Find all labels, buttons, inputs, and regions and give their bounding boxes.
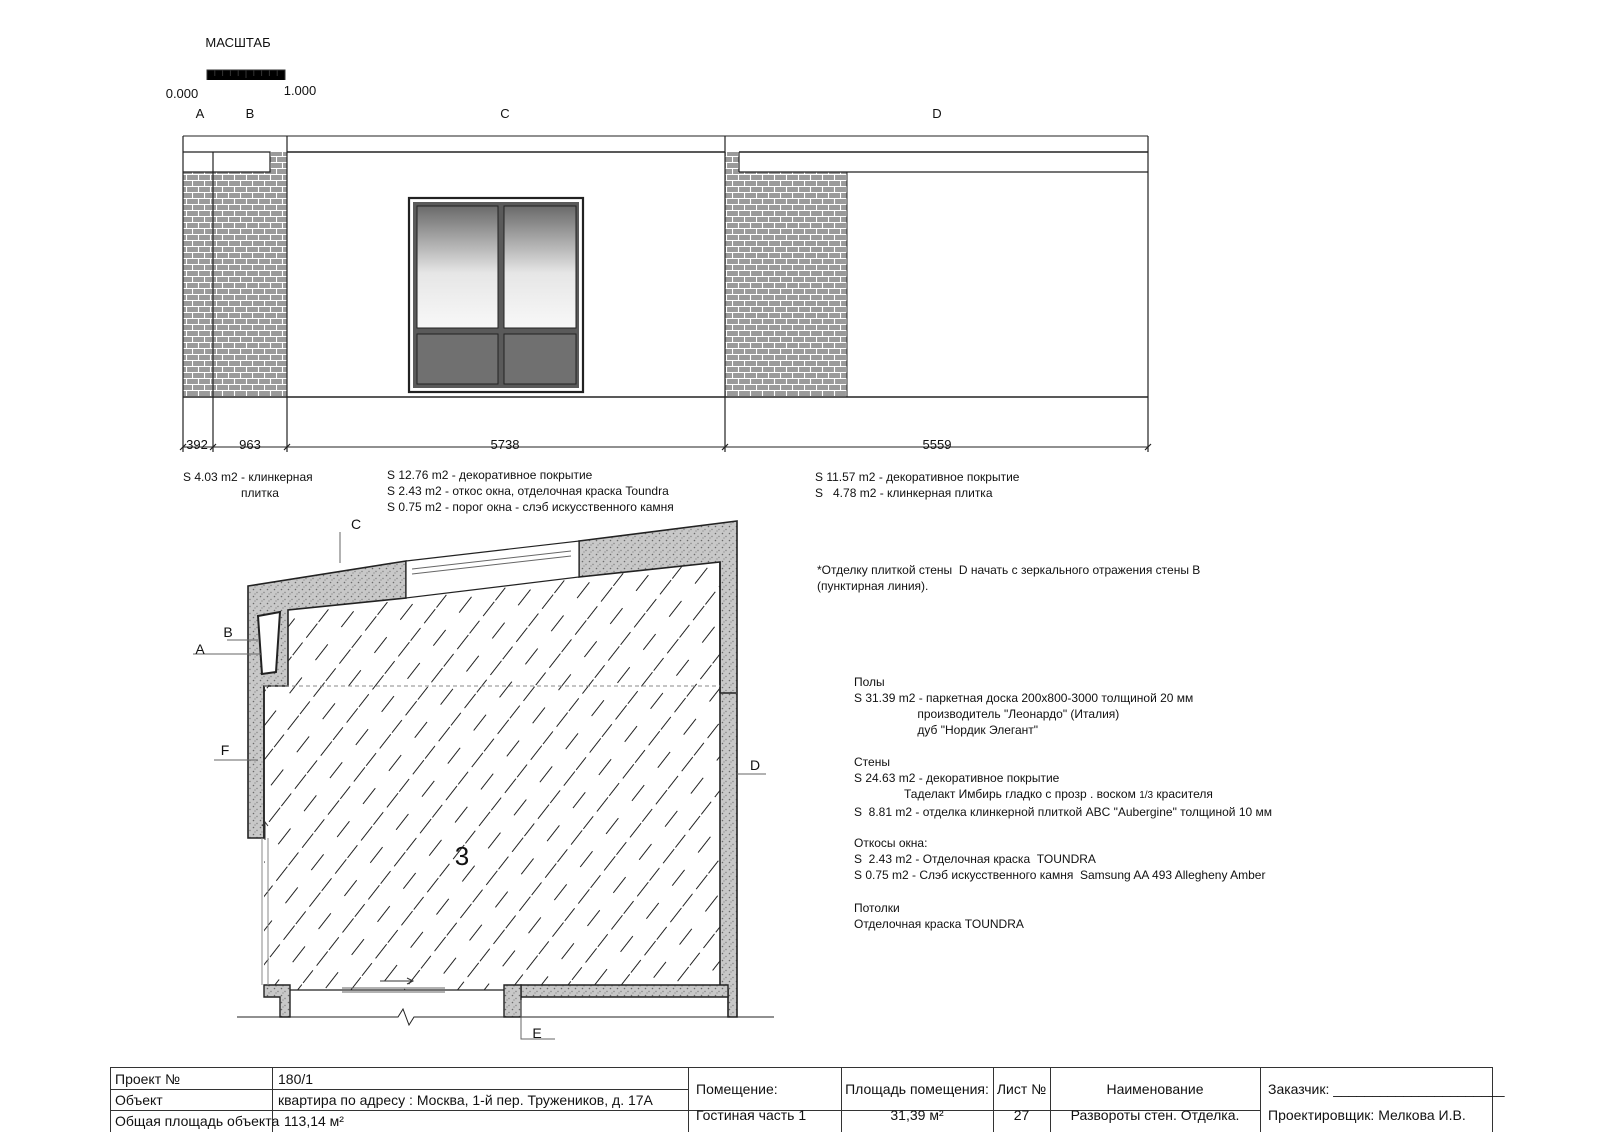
spec-ceilings-line: Потолки: [854, 901, 900, 915]
wall-letter-c: C: [500, 106, 510, 121]
wall-pier-bottom: [504, 985, 521, 1017]
designer-label: Проектировщик: Мелкова И.В.: [1268, 1107, 1466, 1123]
spec-reveals: [854, 835, 1265, 883]
dimension-d: 5559: [922, 437, 952, 452]
window-elevation: [409, 198, 583, 392]
name-header: Наименование: [1106, 1081, 1204, 1097]
scale-max-label: 1.000: [283, 83, 317, 98]
plan-label-b: B: [223, 624, 233, 640]
wall-note-c-line: S 2.43 m2 - откос окна, отделочная краска Toundra: [387, 484, 669, 498]
wall-letter-a: A: [195, 106, 205, 121]
brick-column-d: [725, 152, 739, 172]
spec-ceilings-line: Отделочная краска TOUNDRA: [854, 917, 1024, 931]
footnote-line: *Отделку плиткой стены D начать с зеркального отражения стены B: [817, 563, 1201, 577]
wall-note-c-line: S 12.76 m2 - декоративное покрытие: [387, 468, 593, 482]
dimension-b: 963: [239, 437, 261, 452]
wall-note-d-line: S 11.57 m2 - декоративное покрытие: [815, 470, 1020, 484]
wall-letter-d: D: [932, 106, 942, 121]
spec-reveals-line: S 2.43 m2 - Отделочная краска TOUNDRA: [854, 852, 1096, 866]
spec-walls-line: [854, 786, 1272, 804]
spec-floors: [854, 674, 1193, 738]
plan-label-e: E: [532, 1025, 542, 1041]
wall-note-c: [387, 467, 674, 515]
object-label: Объект: [115, 1092, 163, 1108]
room-area-value: 31,39 м²: [890, 1107, 944, 1123]
wall-note-ab: [183, 469, 313, 501]
name-value: Развороты стен. Отделка.: [1070, 1107, 1240, 1123]
spec-floors-line: S 31.39 m2 - паркетная доска 200х800-3000 толщиной 20 мм: [854, 691, 1194, 705]
spec-walls-fraction: 1/3: [1139, 790, 1154, 801]
footnote: [817, 562, 1200, 594]
project-label: Проект №: [115, 1071, 181, 1087]
room-value: Гостиная часть 1: [696, 1107, 807, 1123]
spec-walls-line-part: Таделакт Имбирь гладко с прозр . воском: [854, 787, 1140, 801]
room-number: 3: [454, 841, 470, 871]
plan-label-a: A: [195, 641, 205, 657]
room-area-header: Площадь помещения:: [845, 1081, 989, 1097]
spec-walls-line: S 24.63 m2 - декоративное покрытие: [854, 771, 1060, 785]
room-header: Помещение:: [696, 1081, 778, 1097]
spec-walls: [854, 754, 1272, 820]
brick-column-b: [270, 152, 287, 172]
dimension-c: 5738: [490, 437, 520, 452]
spec-reveals-line: Откосы окна:: [854, 836, 928, 850]
scale-bar: [207, 70, 285, 80]
scale-title: МАСШТАБ: [205, 35, 271, 50]
wall-niche-b: [258, 612, 280, 674]
wall-elevation: [180, 136, 1151, 452]
wall-note-d-line: S 4.78 m2 - клинкерная плитка: [815, 486, 993, 500]
room-floor: [264, 562, 736, 990]
wall-letter-b: B: [245, 106, 255, 121]
spec-floors-line: производитель "Леонардо" (Италия): [854, 707, 1120, 721]
brick-wall-d: [725, 172, 847, 397]
spec-floors-line: Полы: [854, 675, 885, 689]
sheet-header: Лист №: [996, 1081, 1047, 1097]
total-area-value: 113,14 м²: [284, 1113, 344, 1129]
spec-walls-line-part: красителя: [1153, 787, 1213, 801]
plan-label-c: C: [350, 516, 362, 532]
object-value: квартира по адресу : Москва, 1-й пер. Тружеников, д. 17А: [278, 1092, 653, 1108]
wall-note-ab-line: S 4.03 m2 - клинкерная: [183, 470, 313, 484]
spec-floors-line: дуб "Нордик Элегант": [854, 723, 1039, 737]
dimension-a: 392: [186, 437, 208, 452]
project-value: 180/1: [278, 1071, 314, 1087]
client-label: Заказчик: ______________________: [1268, 1081, 1505, 1097]
scale-min-label: 0.000: [165, 86, 199, 101]
sheet-value: 27: [1013, 1107, 1030, 1123]
brick-wall-ab: [183, 172, 287, 397]
plan-label-d: D: [749, 757, 761, 773]
plan-label-f: F: [220, 742, 230, 758]
wall-bottom-right: [521, 985, 728, 997]
floor-plan: [193, 521, 774, 1039]
spec-walls-title: Стены: [854, 755, 890, 769]
wall-bottom-left: [264, 985, 290, 1017]
wall-note-d: [815, 469, 1019, 501]
spec-ceilings: [854, 900, 1024, 932]
footnote-line: (пунктирная линия).: [817, 579, 929, 593]
title-block: [110, 1067, 1505, 1132]
wall-note-ab-line: плитка: [241, 486, 279, 500]
wall-note-c-line: S 0.75 m2 - порог окна - слэб искусственного камня: [387, 500, 674, 514]
total-area-label: Общая площадь объекта: [115, 1113, 280, 1129]
spec-reveals-line: S 0.75 m2 - Слэб искусственного камня Samsung AA 493 Allegheny Amber: [854, 868, 1266, 882]
spec-walls-line: S 8.81 m2 - отделка клинкерной плиткой ABC "Aubergine" толщиной 10 мм: [854, 805, 1273, 819]
